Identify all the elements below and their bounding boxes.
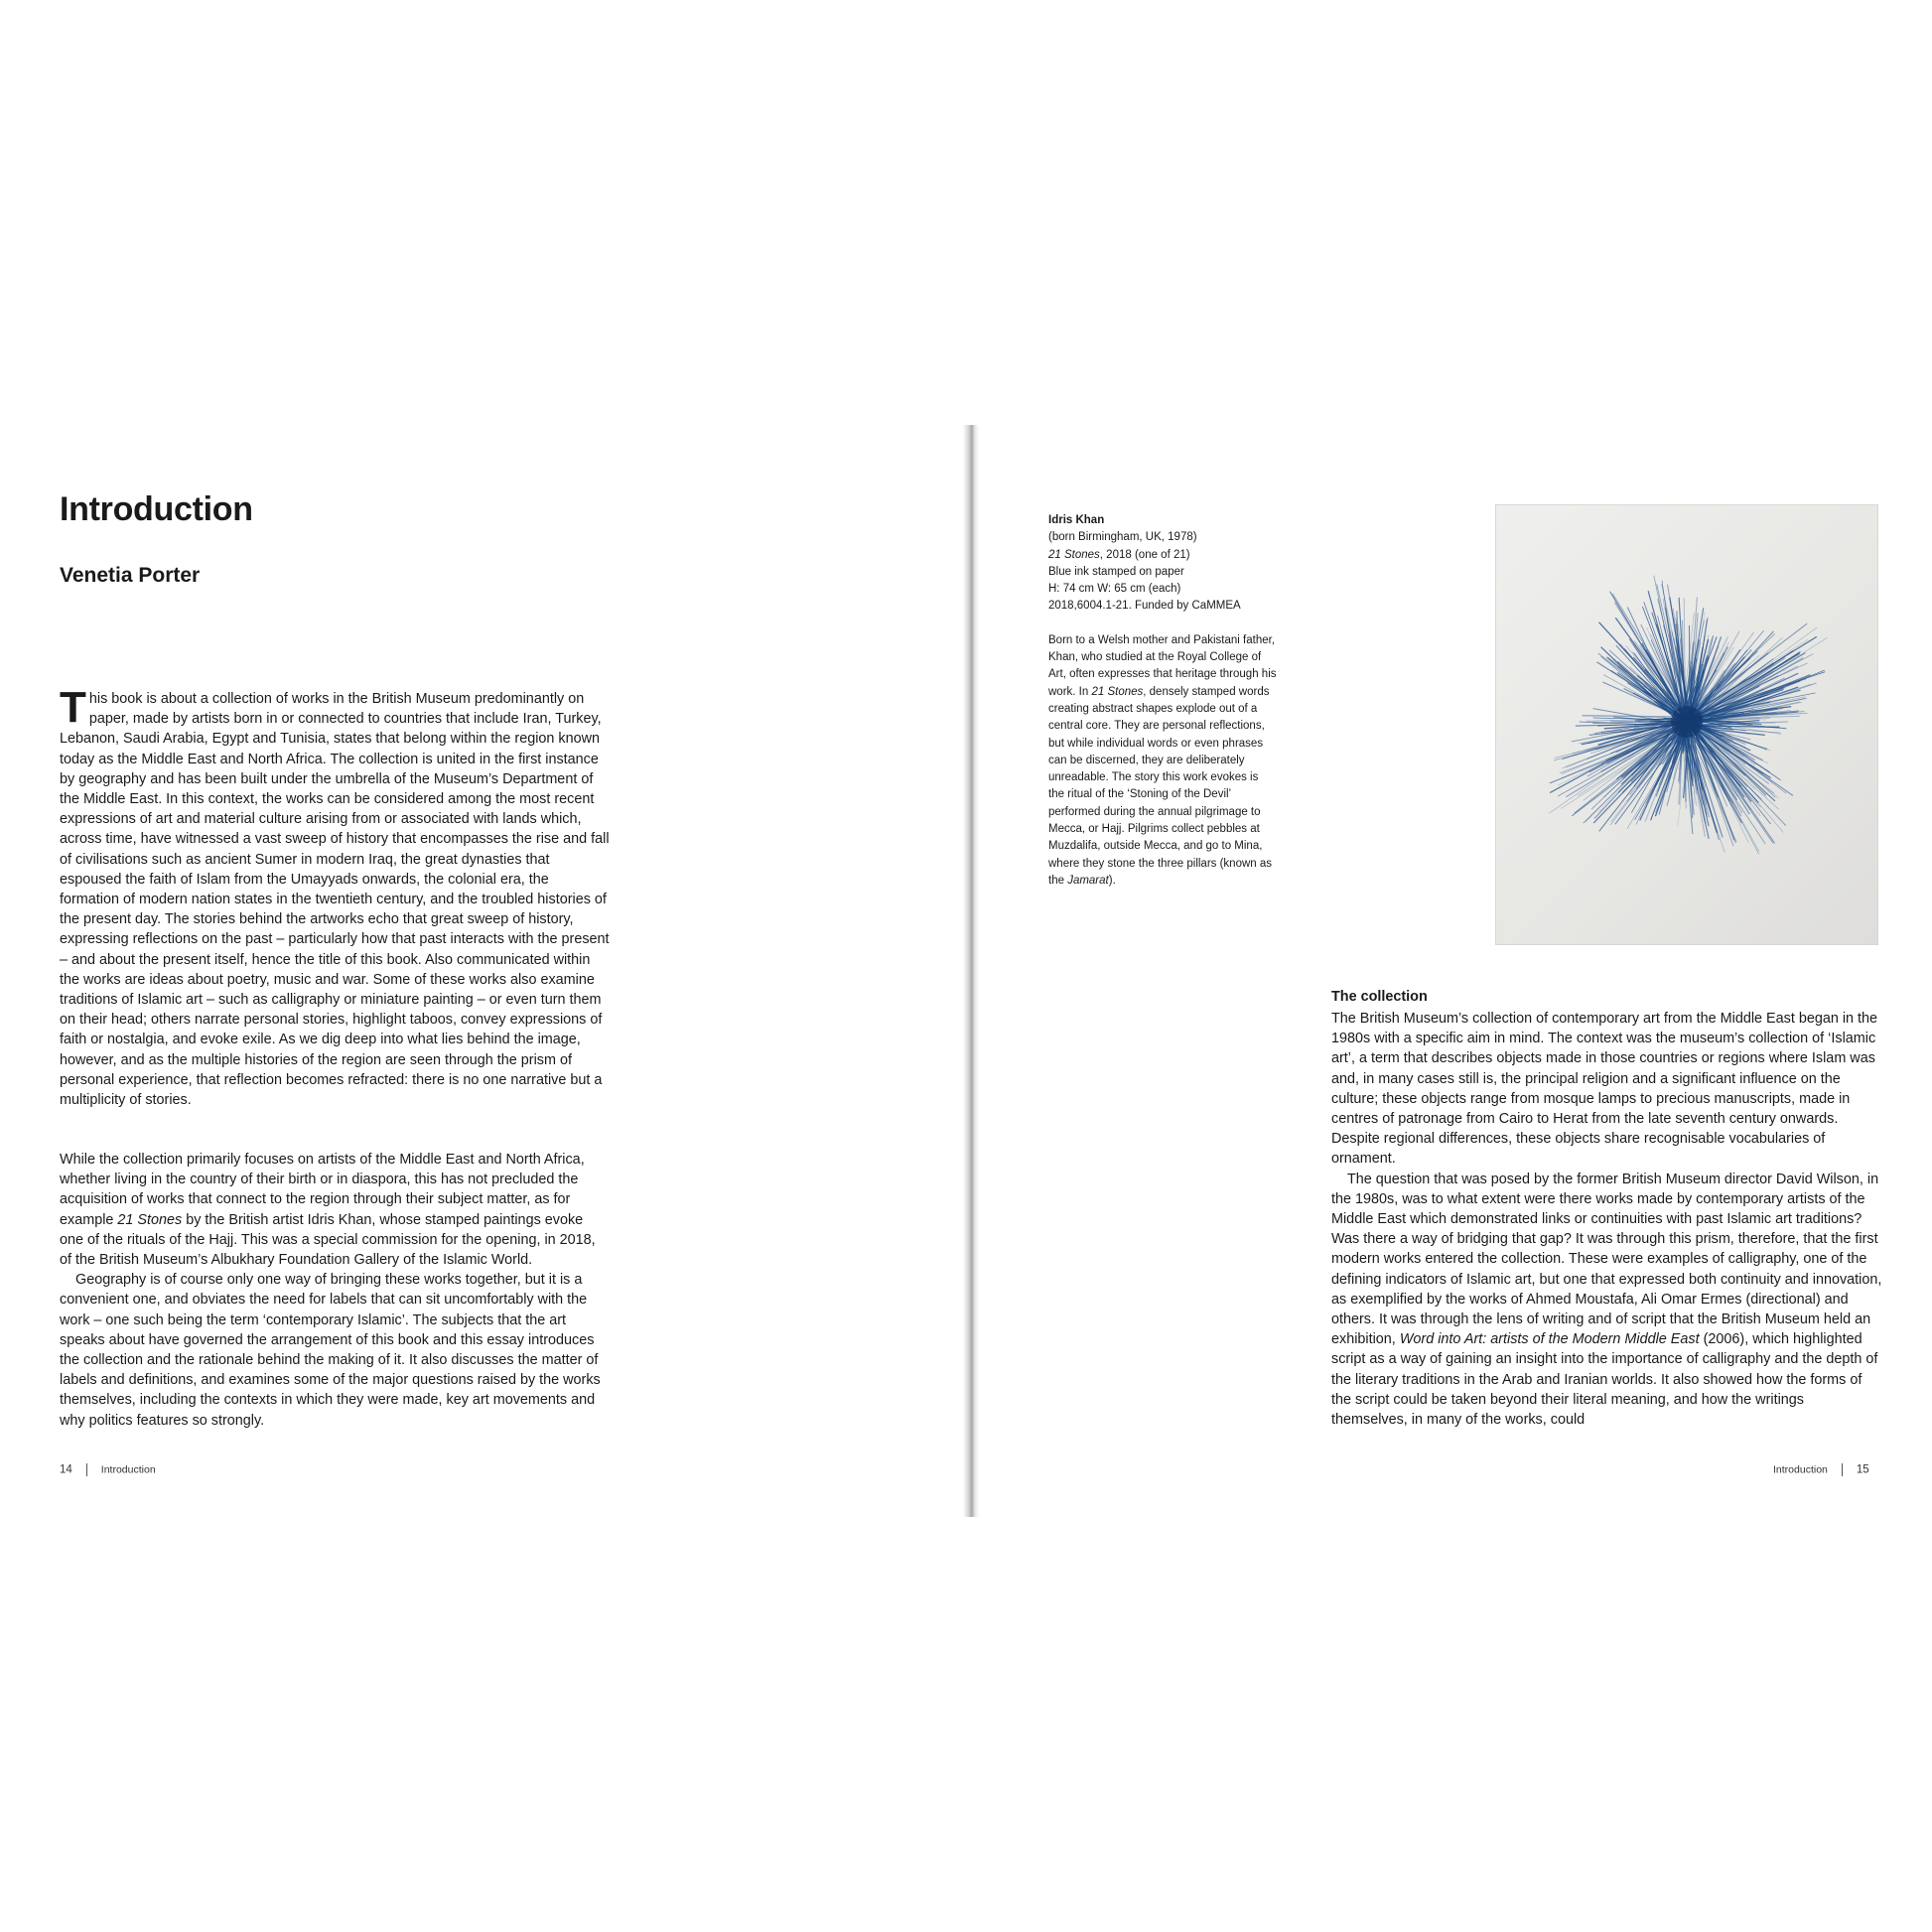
artwork-image xyxy=(1495,504,1878,945)
intro-continuation xyxy=(60,1150,611,1431)
page-title: Introduction xyxy=(60,490,253,528)
running-head-right: Introduction xyxy=(1773,1463,1828,1476)
caption-desc-text-2: , densely stamped words creating abstract shapes explode out of a central core. They are personal reflections, but while individual words or even phrases can be discerned, they are deliberately unreadable. The story this work evokes is the ritual of the ‘Stoning of the Devil’ performed during the annual pilgrimage to Mecca, or Hajj. Pilgrims collect pebbles at Muzdalifa, outside Mecca, and go to Mina, where they stone the three pillars (known as the xyxy=(1048,685,1273,887)
caption-medium: Blue ink stamped on paper xyxy=(1048,565,1184,578)
para3-text: Geography is of course only one way of bringing these works together, but it is a convenient one, and obviates the need for labels that can sit uncomfortably with the work – one such being the term ‘contemporary Islamic’. The subjects that the art speaks about have governed the arrangement of this book and this essay introduces the collection and the rationale behind the making of it. It also discusses the matter of labels and definitions, and examines some of the major questions raised by the works themselves, including the contexts in which they were made, key art movements and why politics features so strongly. xyxy=(60,1272,601,1429)
ink-burst-strokes xyxy=(1549,576,1827,855)
caption-registration: 2018,6004.1-21. Funded by CaMMEA xyxy=(1048,600,1241,613)
running-head-left: Introduction xyxy=(100,1463,156,1476)
section-heading: The collection xyxy=(1331,989,1428,1005)
footer-divider xyxy=(1842,1463,1843,1476)
drop-cap: T xyxy=(60,683,86,732)
para2-text-end: by the British artist Idris Khan, whose stamped paintings evoke one of the rituals of the Hajj. This was a special commission for the opening, in 2018, of the British Museum’s Albukhary Foundation Gallery of the Islamic World. xyxy=(60,1211,596,1269)
caption-work xyxy=(1048,547,1277,564)
intro-paragraph xyxy=(60,683,611,1110)
caption-desc-jamarat: Jamarat xyxy=(1067,874,1109,887)
book-gutter xyxy=(963,425,979,1517)
page-number-left: 14 xyxy=(60,1463,72,1476)
caption-born: (born Birmingham, UK, 1978) xyxy=(1048,531,1197,544)
intro-paragraph-text: his book is about a collection of works in the British Museum predominantly on paper, made by artists born in or connected to countries that include Iran, Turkey, Lebanon, Saudi Arabia, Egypt and Tunisia, states that belong within the region known today as the Middle East and North Africa. The collection is united in the first instance by geography and has been built under the umbrella of the Museum’s Department of the Middle East. In this context, the works can be considered among the most recent expressions of art and material culture arising from or associated with lands which, across time, have witnessed a vast sweep of history that encompasses the rise and fall of civilisations such as ancient Sumer in modern Iraq, the great dynasties that espoused the faith of Islam from the Umayyads onwards, the colonial era, the formation of modern nation states in the twentieth century, and the troubled histories of the present day. The stories behind the artworks echo that great sweep of history, expressing reflections on the past – particularly how that past interacts with the present – and about the present itself, hence the title of this book. Also communicated within the works are ideas about poetry, music and war. Some of these works also examine traditions of Islamic art – such as calligraphy or miniature painting – or even turn them on their head; others narrate personal stories, highlight taboos, convey expressions of faith or nostalgia, and evoke exile. As we dig deep into what lies behind the image, however, and as the multiple histories of the region are seen through the prism of personal experience, that reflection becomes refracted: there is no one narrative but a multiplicity of stories. xyxy=(60,691,610,1109)
ink-burst-image xyxy=(1496,505,1877,944)
collection-para2 xyxy=(1331,1170,1882,1431)
collection-para1: The British Museum’s collection of contemporary art from the Middle East began in the 1980s with a specific aim in mind. The context was the museum’s collection of ‘Islamic art’, a term that describes objects made in those countries or regions where Islam was and, in many cases still is, the principal religion and a significant influence on the culture; these objects range from mosque lamps to precious manuscripts, made in centres of patronage from Cairo to Herat from the late seventh century onwards. Despite regional differences, these objects share recognisable vocabularies of ornament. xyxy=(1331,1011,1878,1168)
caption-work-date: , 2018 (one of 21) xyxy=(1099,548,1190,561)
artwork-caption xyxy=(1048,512,1277,890)
caption-work-title: 21 Stones xyxy=(1048,548,1100,561)
para2-text: While the collection primarily focuses on artists of the Middle East and North Africa, whether living in the country of their birth or in diaspora, this has not precluded the acquisition of works that connect to the region through their subject matter, as for example xyxy=(60,1152,585,1228)
caption-artist: Idris Khan xyxy=(1048,514,1105,526)
collection-paragraph xyxy=(1331,1009,1882,1430)
exhibition-title: Word into Art: artists of the Modern Middle East xyxy=(1399,1331,1700,1348)
caption-desc-end: ). xyxy=(1108,874,1116,887)
artwork-title-ref: 21 Stones xyxy=(117,1211,183,1228)
caption-description xyxy=(1048,632,1277,890)
footer-right xyxy=(1773,1463,1869,1476)
caption-desc-title: 21 Stones xyxy=(1091,685,1144,698)
footer-left xyxy=(60,1463,156,1476)
caption-dimensions: H: 74 cm W: 65 cm (each) xyxy=(1048,583,1181,596)
author-name: Venetia Porter xyxy=(60,564,201,587)
collection-para2-end: (2006), which highlighted script as a way of gaining an insight into the importance of calligraphy and the depth of the literary traditions in the Arab and Iranian worlds. It also showed how the forms of the script could be taken beyond their literal meaning, and how the writings themselves, in many of the works, could xyxy=(1331,1331,1878,1429)
caption-desc-text: Born to a Welsh mother and Pakistani father, Khan, who studied at the Royal College of Art, often expresses that heritage through his work. In xyxy=(1048,633,1277,698)
collection-para2-text: The question that was posed by the former British Museum director David Wilson, in the 1980s, was to what extent were there works made by contemporary artists of the Middle East which demonstrated links or continuities with past Islamic art traditions? Was there a way of bridging that gap? It was through this prism, therefore, that the first modern works entered the collection. These were examples of calligraphy, one of the defining indicators of Islamic art, but one that expressed both continuity and innovation, as exemplified by the works of Ahmed Moustafa, Ali Omar Ermes (directional) and others. It was through the lens of writing and of script that the British Museum held an exhibition, xyxy=(1331,1171,1882,1348)
footer-divider xyxy=(86,1463,87,1476)
page-number-right: 15 xyxy=(1856,1463,1869,1476)
